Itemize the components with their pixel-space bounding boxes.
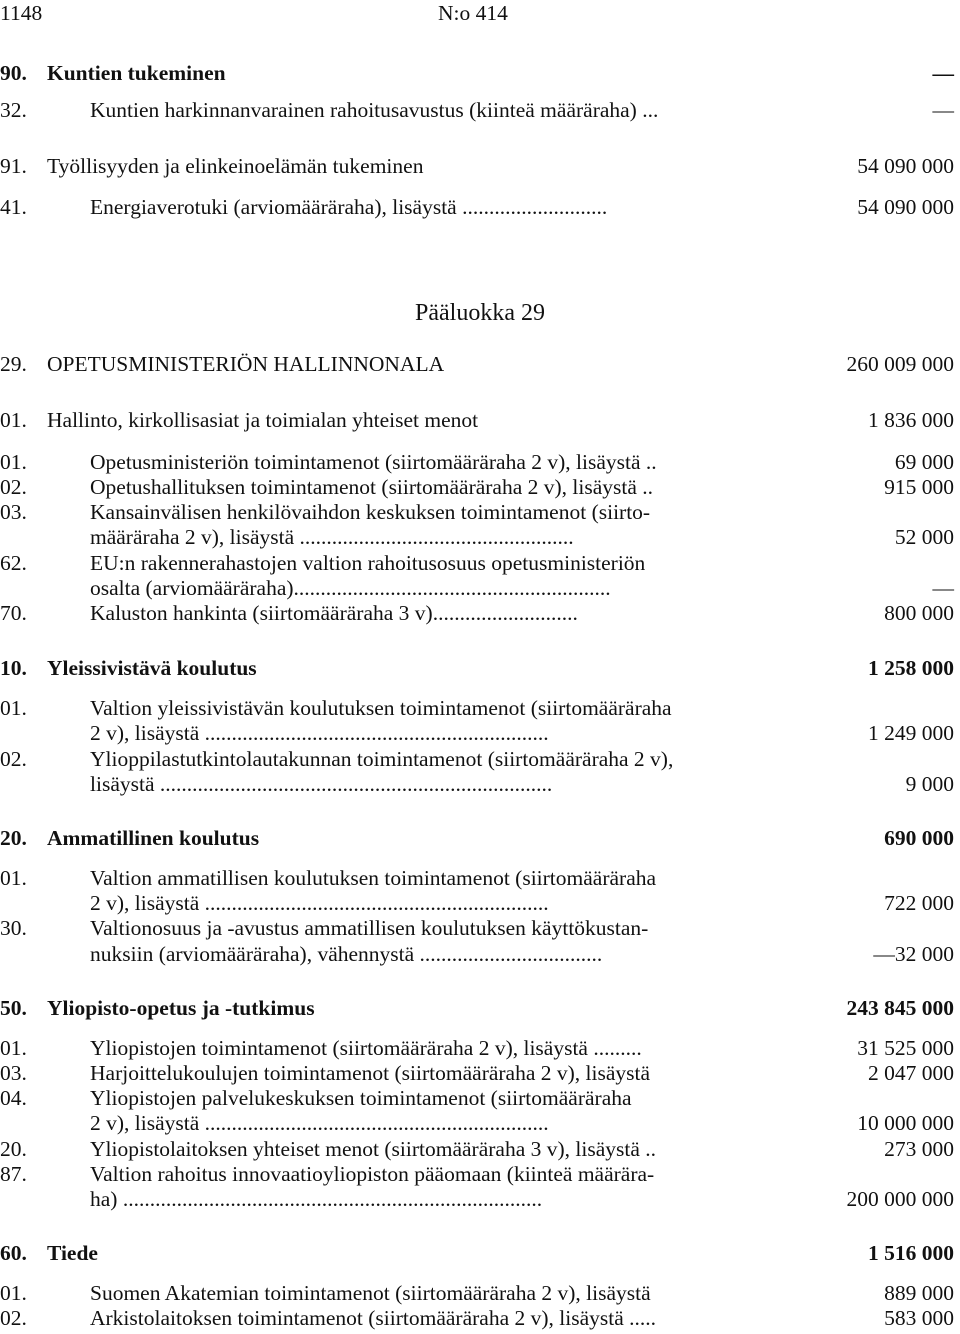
item-description: OPETUSMINISTERIÖN HALLINNONALA — [47, 352, 445, 376]
item-description: Valtionosuus ja -avustus ammatillisen koulutuksen käyttökustan- — [90, 916, 649, 940]
item-amount: 1 836 000 — [868, 408, 954, 432]
budget-item-row — [0, 771, 960, 797]
item-amount: 2 047 000 — [868, 1061, 954, 1085]
item-number: 29. — [0, 352, 27, 376]
item-number: 90. — [0, 61, 27, 85]
item-number: 32. — [0, 98, 27, 122]
budget-section-row — [0, 655, 960, 681]
budget-item-row — [0, 746, 960, 772]
item-description: Ammatillinen koulutus — [47, 826, 260, 850]
item-amount: 52 000 — [894, 525, 954, 549]
budget-item-row — [0, 474, 960, 500]
item-number: 02. — [0, 475, 27, 499]
item-number: 01. — [0, 450, 27, 474]
item-amount: 1 516 000 — [868, 1241, 954, 1265]
item-description: osalta (arviomääräraha)........................................................... — [90, 576, 611, 600]
budget-item-row — [0, 550, 960, 576]
item-description: Valtion ammatillisen koulutuksen toimintamenot (siirtomääräraha — [90, 866, 657, 890]
item-description: EU:n rakennerahastojen valtion rahoitusosuus opetusministeriön — [90, 551, 646, 575]
item-amount: — — [932, 576, 954, 600]
item-number: 03. — [0, 1061, 27, 1085]
budget-section-row — [0, 825, 960, 851]
item-description: ha) .............................................................................. — [90, 1187, 543, 1211]
item-amount: 273 000 — [884, 1137, 954, 1161]
budget-item-row — [0, 524, 960, 550]
item-number: 04. — [0, 1086, 27, 1110]
main-title: Pääluokka 29 — [415, 300, 545, 326]
item-number: 02. — [0, 747, 27, 771]
item-description: lisäystä ......................................................................... — [90, 772, 553, 796]
item-number: 87. — [0, 1162, 27, 1186]
budget-item-row — [0, 890, 960, 916]
budget-section-row — [0, 1240, 960, 1266]
budget-section-row — [0, 995, 960, 1021]
budget-item-row — [0, 1305, 960, 1331]
item-description: 2 v), lisäystä ................................................................ — [90, 721, 549, 745]
budget-item-row — [0, 1110, 960, 1136]
budget-item-row — [0, 449, 960, 475]
budget-item-row — [0, 941, 960, 967]
item-description: Energiaverotuki (arviomääräraha), lisäystä ........................... — [90, 195, 608, 219]
item-amount: 10 000 000 — [857, 1111, 954, 1135]
item-amount: 31 525 000 — [857, 1036, 954, 1060]
item-description: 2 v), lisäystä ................................................................ — [90, 891, 549, 915]
page-number: 1148 — [0, 1, 43, 25]
item-description: Yliopistolaitoksen yhteiset menot (siirtomääräraha 3 v), lisäystä .. — [90, 1137, 657, 1161]
item-amount: 1 258 000 — [868, 656, 954, 680]
budget-item-row — [0, 720, 960, 746]
item-description: Yleissivistävä koulutus — [47, 656, 257, 680]
item-amount: 260 009 000 — [846, 352, 954, 376]
item-amount: 915 000 — [884, 475, 954, 499]
item-description: Opetushallituksen toimintamenot (siirtomääräraha 2 v), lisäystä .. — [90, 475, 654, 499]
item-amount: 1 249 000 — [868, 721, 954, 745]
budget-item-row — [0, 575, 960, 601]
item-description: Yliopistojen toimintamenot (siirtomääräraha 2 v), lisäystä ......... — [90, 1036, 642, 1060]
item-number: 50. — [0, 996, 27, 1020]
item-description: Hallinto, kirkollisasiat ja toimialan yhteiset menot — [47, 408, 479, 432]
budget-item-row — [0, 194, 960, 220]
item-amount: 54 090 000 — [857, 195, 954, 219]
item-amount: 243 845 000 — [846, 996, 954, 1020]
item-amount: 9 000 — [905, 772, 954, 796]
item-description: Ylioppilastutkintolautakunnan toimintamenot (siirtomääräraha 2 v), — [90, 747, 674, 771]
item-description: Yliopisto-opetus ja -tutkimus — [47, 996, 315, 1020]
item-number: 01. — [0, 696, 27, 720]
item-description: Kuntien tukeminen — [47, 61, 226, 85]
item-description: Harjoittelukoulujen toimintamenot (siirtomääräraha 2 v), lisäystä — [90, 1061, 651, 1085]
item-description: Opetusministeriön toimintamenot (siirtomääräraha 2 v), lisäystä .. — [90, 450, 657, 474]
item-number: 91. — [0, 154, 27, 178]
item-number: 01. — [0, 866, 27, 890]
item-description: Kuntien harkinnanvarainen rahoitusavustus (kiinteä määräraha) ... — [90, 98, 659, 122]
item-amount: 889 000 — [884, 1281, 954, 1305]
item-amount: — — [932, 61, 954, 85]
item-description: Valtion yleissivistävän koulutuksen toimintamenot (siirtomääräraha — [90, 696, 672, 720]
budget-item-row — [0, 97, 960, 123]
budget-section-row — [0, 351, 960, 377]
item-description: Valtion rahoitus innovaatioyliopiston pääomaan (kiinteä määrära- — [90, 1162, 655, 1186]
item-number: 20. — [0, 826, 27, 850]
item-description: Arkistolaitoksen toimintamenot (siirtomääräraha 2 v), lisäystä ..... — [90, 1306, 657, 1330]
budget-item-row — [0, 1060, 960, 1086]
item-description: Työllisyyden ja elinkeinoelämän tukeminen — [47, 154, 424, 178]
budget-item-row — [0, 1161, 960, 1187]
budget-item-row — [0, 1136, 960, 1162]
budget-item-row — [0, 499, 960, 525]
budget-item-row — [0, 1280, 960, 1306]
item-number: 20. — [0, 1137, 27, 1161]
budget-item-row — [0, 695, 960, 721]
budget-section-row — [0, 153, 960, 179]
item-description: Kansainvälisen henkilövaihdon keskuksen toimintamenot (siirto- — [90, 500, 651, 524]
budget-item-row — [0, 865, 960, 891]
item-number: 01. — [0, 1281, 27, 1305]
item-amount: —32 000 — [873, 942, 954, 966]
budget-section-row — [0, 407, 960, 433]
item-number: 41. — [0, 195, 27, 219]
item-description: Tiede — [47, 1241, 98, 1265]
item-number: 02. — [0, 1306, 27, 1330]
item-amount: 69 000 — [894, 450, 954, 474]
item-amount: 800 000 — [884, 601, 954, 625]
item-amount: 54 090 000 — [857, 154, 954, 178]
item-amount: 690 000 — [884, 826, 954, 850]
item-number: 60. — [0, 1241, 27, 1265]
budget-item-row — [0, 915, 960, 941]
document-reference: N:o 414 — [438, 1, 508, 25]
item-description: Suomen Akatemian toimintamenot (siirtomääräraha 2 v), lisäystä — [90, 1281, 651, 1305]
budget-item-row — [0, 600, 960, 626]
item-description: määräraha 2 v), lisäystä ................................................... — [90, 525, 574, 549]
item-description: nuksiin (arviomääräraha), vähennystä .................................. — [90, 942, 603, 966]
item-description: 2 v), lisäystä ................................................................ — [90, 1111, 549, 1135]
item-number: 10. — [0, 656, 27, 680]
item-amount: 583 000 — [884, 1306, 954, 1330]
page-header — [0, 0, 960, 26]
item-description: Yliopistojen palvelukeskuksen toimintamenot (siirtomääräraha — [90, 1086, 632, 1110]
item-number: 01. — [0, 1036, 27, 1060]
item-number: 01. — [0, 408, 27, 432]
budget-section-row — [0, 60, 960, 86]
item-amount: — — [932, 98, 954, 122]
item-amount: 200 000 000 — [846, 1187, 954, 1211]
item-number: 30. — [0, 916, 27, 940]
item-amount: 722 000 — [884, 891, 954, 915]
item-number: 03. — [0, 500, 27, 524]
item-description: Kaluston hankinta (siirtomääräraha 3 v)........................... — [90, 601, 578, 625]
item-number: 62. — [0, 551, 27, 575]
budget-item-row — [0, 1186, 960, 1212]
budget-item-row — [0, 1035, 960, 1061]
budget-item-row — [0, 1085, 960, 1111]
item-number: 70. — [0, 601, 27, 625]
